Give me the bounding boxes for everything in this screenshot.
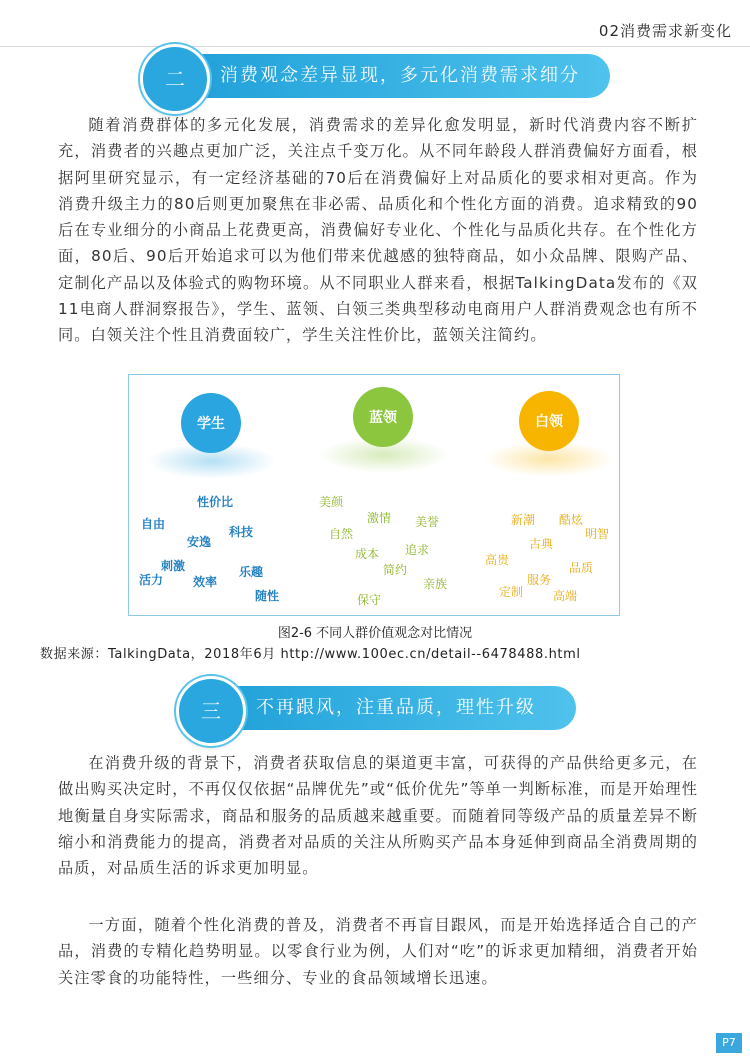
keyword: 自由 <box>141 517 166 531</box>
keyword: 乐趣 <box>239 565 264 579</box>
keyword: 保守 <box>357 593 382 607</box>
figure-caption: 图2-6 不同人群价值观念对比情况 <box>277 626 473 641</box>
keyword: 成本 <box>355 547 380 561</box>
bluecollar-bubble <box>353 387 413 447</box>
students-bubble <box>181 393 241 453</box>
keyword: 激情 <box>367 511 392 525</box>
keyword: 刺激 <box>161 559 186 573</box>
section-number: 三 <box>201 699 221 723</box>
keyword: 酷炫 <box>559 513 584 527</box>
keyword: 效率 <box>193 575 218 589</box>
keyword: 定制 <box>499 585 524 599</box>
section-title: 不再跟风，注重品质，理性升级 <box>256 697 536 718</box>
keyword: 明智 <box>585 527 610 541</box>
header-divider <box>0 46 750 47</box>
keyword: 简约 <box>383 563 408 577</box>
section-banner-2 <box>140 54 610 98</box>
page-number: P7 <box>716 1033 742 1053</box>
whitecollar-label: 白领 <box>535 414 563 430</box>
figure-source: 数据来源：TalkingData，2018年6月 http://www.100ec.cn/detail--6478488.html <box>40 647 581 662</box>
keyword: 性价比 <box>197 495 234 509</box>
keyword: 活力 <box>139 573 164 587</box>
body-paragraph: 随着消费群体的多元化发展，消费需求的差异化愈发明显，新时代消费内容不断扩充，消费者的兴趣点更加广泛，关注点千变万化。从不同年龄段人群消费偏好方面看，根据阿里研究显示，有一定经济基础的70后在消费偏好上对品质化的要求相对更高。作为消费升级主力的80后则更加聚焦在非必需、品质化和个性化方面的消费。追求精致的90后在专业细分的小商品上花费更高，消费偏好专业化、个性化与品质化共存。在个性化方面，80后、90后开始追求可以为他们带来优越感的独特商品，如小众品牌、限购产品、定制化产品以及体验式的购物环境。从不同职业人群来看，根据TalkingData发布的《双11电商人群洞察报告》，学生、蓝领、白领三类典型移动电商用户人群消费观念也有所不同。白领关注个性且消费面较广，学生关注性价比，蓝领关注简约。 <box>58 116 698 345</box>
section-banner-3 <box>176 686 576 730</box>
keyword: 追求 <box>405 543 430 557</box>
keyword: 美誉 <box>415 515 440 529</box>
keyword: 古典 <box>529 537 554 551</box>
bluecollar-label: 蓝领 <box>369 410 397 426</box>
section-title: 消费观念差异显现，多元化消费需求细分 <box>220 65 580 86</box>
value-comparison-figure <box>128 374 620 616</box>
keyword: 品质 <box>569 561 594 575</box>
keyword: 高端 <box>553 589 578 603</box>
keyword: 自然 <box>329 527 354 541</box>
keyword: 亲族 <box>423 577 448 591</box>
body-paragraph: 在消费升级的背景下，消费者获取信息的渠道更丰富，可获得的产品供给更多元，在做出购买决定时，不再仅仅依据“品牌优先”或“低价优先”等单一判断标准，而是开始理性地衡量自身实际需求，商品和服务的品质越来越重要。而随着同等级产品的质量差异不断缩小和消费能力的提高，消费者对品质的关注从所购买产品本身延伸到商品全消费周期的品质，对品质生活的诉求更加明显。 <box>58 754 698 878</box>
running-title: 02消费需求新变化 <box>598 22 732 40</box>
keyword: 服务 <box>527 573 552 587</box>
keyword: 高贵 <box>485 553 510 567</box>
section-number: 二 <box>165 67 185 91</box>
whitecollar-bubble <box>519 391 579 451</box>
keyword: 科技 <box>229 525 254 539</box>
students-label: 学生 <box>197 416 225 432</box>
body-paragraph: 一方面，随着个性化消费的普及，消费者不再盲目跟风，而是开始选择适合自己的产品，消费的专精化趋势明显。以零食行业为例，人们对“吃”的诉求更加精细，消费者开始关注零食的功能特性，一些细分、专业的食品领域增长迅速。 <box>58 916 698 987</box>
keyword: 安逸 <box>187 535 212 549</box>
keyword: 美颜 <box>319 495 344 509</box>
keyword: 随性 <box>255 589 280 603</box>
keyword: 新潮 <box>511 513 536 527</box>
